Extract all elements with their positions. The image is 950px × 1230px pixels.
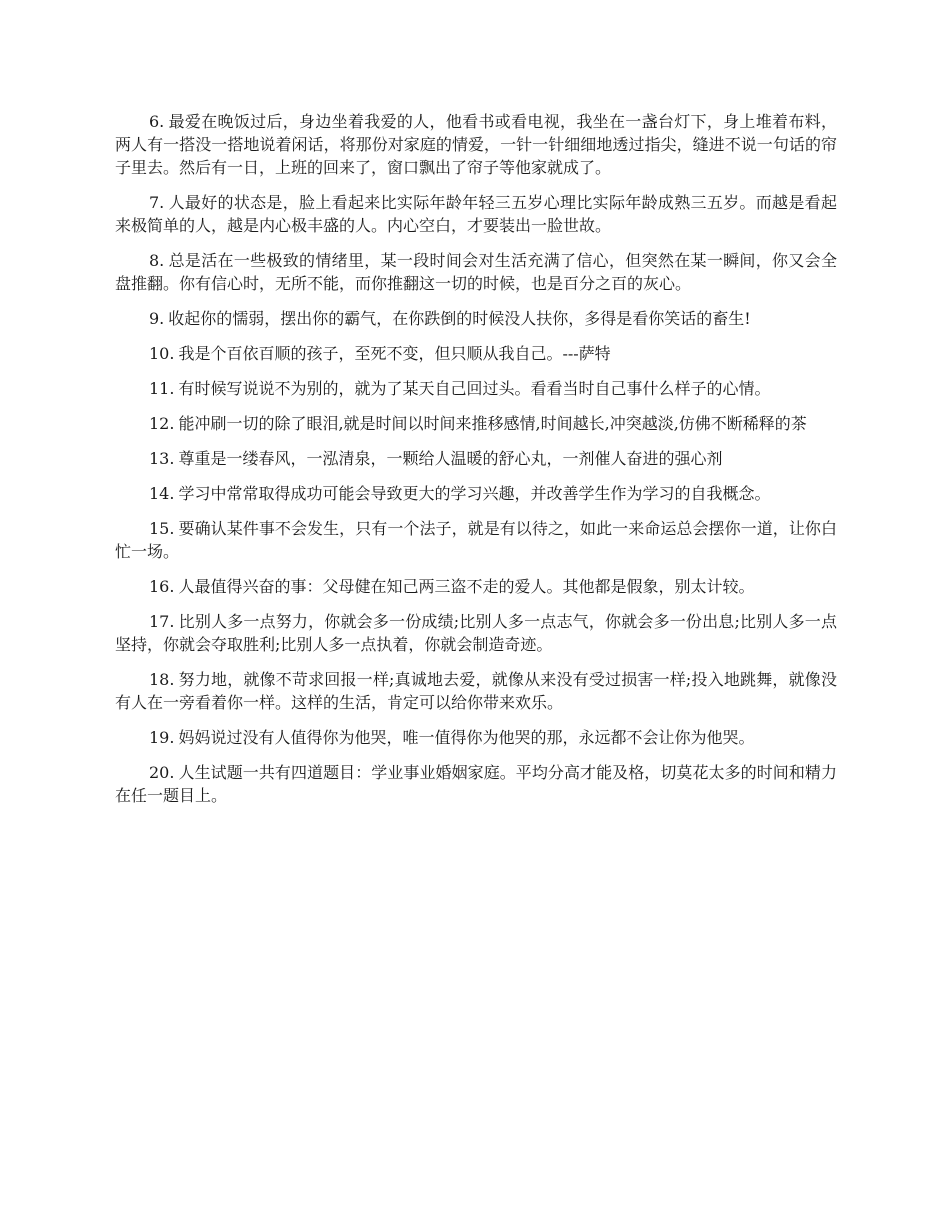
paragraph-number: 17. [149, 612, 175, 631]
paragraph-text: 能冲刷一切的除了眼泪,就是时间以时间来推移感情,时间越长,冲突越淡,仿佛不断稀释的茶 [178, 414, 807, 433]
paragraph-text: 人最好的状态是，脸上看起来比实际年龄年轻三五岁心理比实际年龄成熟三五岁。而越是看起来极简单的人，越是内心极丰盛的人。内心空白，才要装出一脸世故。 [115, 193, 837, 235]
paragraph-20 [115, 761, 837, 807]
paragraph-19 [115, 726, 837, 749]
paragraph-text: 人最值得兴奋的事：父母健在知己两三盗不走的爱人。其他都是假象，别太计较。 [178, 577, 755, 596]
paragraph-15 [115, 517, 837, 563]
paragraph-10 [115, 342, 837, 365]
paragraph-16 [115, 575, 837, 598]
paragraph-7 [115, 191, 837, 237]
paragraph-number: 12. [149, 414, 175, 433]
paragraph-number: 16. [149, 577, 175, 596]
paragraph-8 [115, 249, 837, 295]
paragraph-18 [115, 668, 837, 714]
paragraph-6 [115, 110, 837, 179]
paragraph-text: 我是个百依百顺的孩子，至死不变，但只顺从我自己。---萨特 [178, 344, 611, 363]
paragraph-number: 18. [149, 670, 175, 689]
paragraph-number: 13. [149, 449, 175, 468]
document-body [115, 110, 837, 819]
paragraph-14 [115, 482, 837, 505]
paragraph-text: 人生试题一共有四道题目：学业事业婚姻家庭。平均分高才能及格，切莫花太多的时间和精力在任一题目上。 [115, 763, 837, 805]
paragraph-text: 尊重是一缕春风，一泓清泉，一颗给人温暖的舒心丸，一剂催人奋进的强心剂 [178, 449, 723, 468]
paragraph-text: 总是活在一些极致的情绪里，某一段时间会对生活充满了信心，但突然在某一瞬间，你又会全盘推翻。你有信心时，无所不能，而你推翻这一切的时候，也是百分之百的灰心。 [115, 251, 837, 293]
paragraph-number: 20. [149, 763, 175, 782]
paragraph-number: 8. [149, 251, 165, 270]
paragraph-text: 收起你的懦弱，摆出你的霸气，在你跌倒的时候没人扶你，多得是看你笑话的畜生! [168, 309, 751, 328]
paragraph-text: 要确认某件事不会发生，只有一个法子，就是有以待之，如此一来命运总会摆你一道，让你白忙一场。 [115, 519, 837, 561]
paragraph-17 [115, 610, 837, 656]
paragraph-13 [115, 447, 837, 470]
paragraph-number: 9. [149, 309, 165, 328]
paragraph-number: 14. [149, 484, 175, 503]
paragraph-text: 学习中常常取得成功可能会导致更大的学习兴趣，并改善学生作为学习的自我概念。 [178, 484, 771, 503]
paragraph-12 [115, 412, 837, 435]
paragraph-text: 妈妈说过没有人值得你为他哭，唯一值得你为他哭的那，永远都不会让你为他哭。 [178, 728, 755, 747]
paragraph-number: 7. [149, 193, 165, 212]
paragraph-9 [115, 307, 837, 330]
paragraph-11 [115, 377, 837, 400]
paragraph-text: 比别人多一点努力，你就会多一份成绩;比别人多一点志气，你就会多一份出息;比别人多一点坚持，你就会夺取胜利;比别人多一点执着，你就会制造奇迹。 [115, 612, 837, 654]
paragraph-number: 11. [149, 379, 175, 398]
paragraph-text: 努力地，就像不苛求回报一样;真诚地去爱，就像从来没有受过损害一样;投入地跳舞，就像没有人在一旁看着你一样。这样的生活，肯定可以给你带来欢乐。 [115, 670, 837, 712]
paragraph-number: 10. [149, 344, 175, 363]
paragraph-number: 15. [149, 519, 175, 538]
paragraph-text: 有时候写说说不为别的，就为了某天自己回过头。看看当时自己事什么样子的心情。 [178, 379, 771, 398]
paragraph-number: 6. [149, 112, 165, 131]
paragraph-number: 19. [149, 728, 175, 747]
paragraph-text: 最爱在晚饭过后，身边坐着我爱的人，他看书或看电视，我坐在一盏台灯下，身上堆着布料，两人有一搭没一搭地说着闲话，将那份对家庭的情爱，一针一针细细地透过指尖，缝进不说一句话的帘子里去。然后有一日，上班的回来了，窗口飘出了帘子等他家就成了。 [115, 112, 837, 177]
